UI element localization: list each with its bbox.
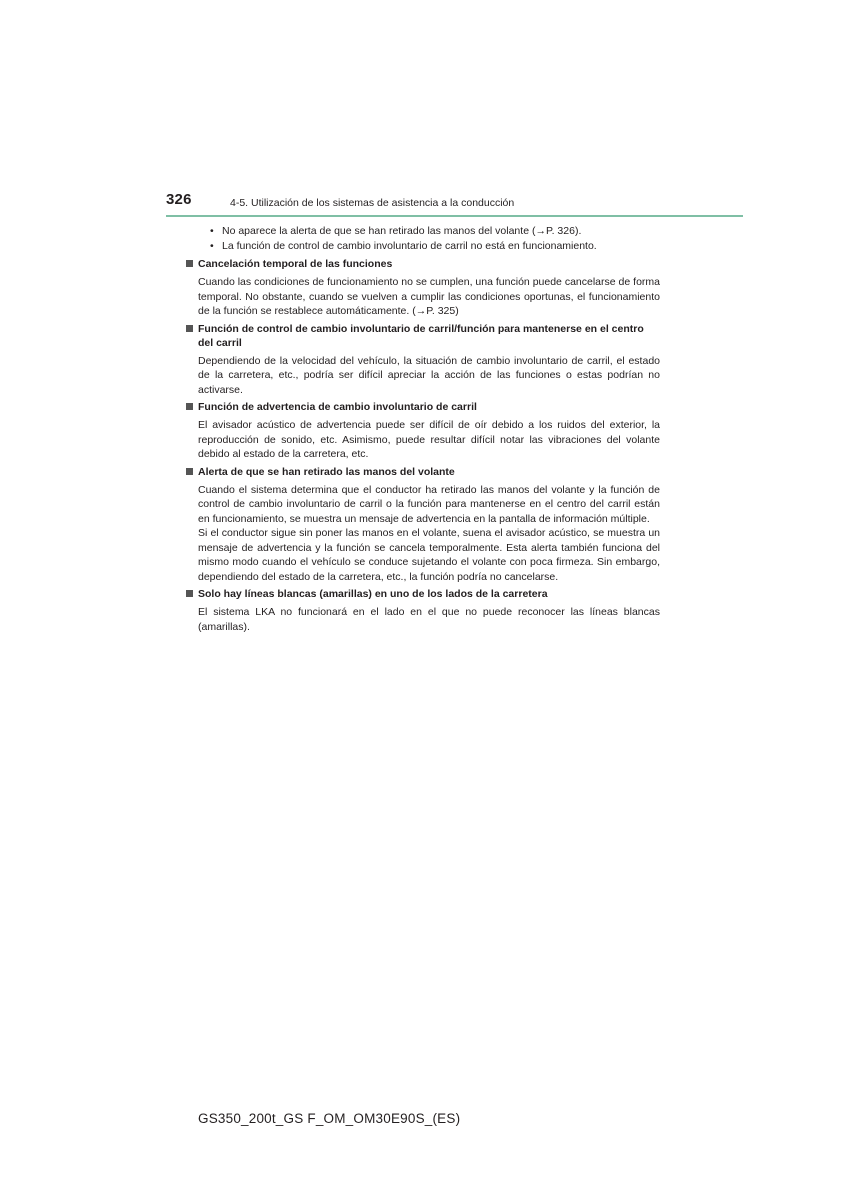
list-item xyxy=(186,239,660,254)
section-paragraph: El avisador acústico de advertencia puede ser difícil de oír debido a los ruidos del exterior, la reproducción de sonido, etc. Asimismo, puede resultar difícil notar las vibraciones del volante debido al estado de la carretera, etc. xyxy=(198,419,660,460)
section-heading xyxy=(186,257,660,271)
bullet-icon: • xyxy=(210,239,214,252)
section-paragraph: Si el conductor sigue sin poner las manos en el volante, suena el avisador acústico, se muestra un mensaje de advertencia y la función se cancela temporalmente. Esta alerta también funciona del mismo modo cuando el vehículo se conduce sujetando el volante con poca firmeza. Sin embargo, dependiendo del estado de la carretera, etc., la función podría no cancelarse. xyxy=(198,527,660,583)
section-paragraph: Cuando las condiciones de funcionamiento no se cumplen, una función puede cancelarse de forma temporal. No obstante, cuando se vuelven a cumplir las condiciones oportunas, el funcionamiento de la función se restablece automáticamente. (→P. 325) xyxy=(198,276,660,317)
list-item-text: No aparece la alerta de que se han retirado las manos del volante (→P. 326). xyxy=(222,225,582,237)
section-heading-text: Función de control de cambio involuntario de carril/función para mantenerse en el centro del carril xyxy=(198,322,644,349)
section-paragraph: Dependiendo de la velocidad del vehículo, la situación de cambio involuntario de carril, el estado de la carretera, etc., podría ser difícil apreciar la acción de las funciones o estas podrían no activarse. xyxy=(198,354,660,396)
section-heading-text: Cancelación temporal de las funciones xyxy=(198,258,393,270)
section-temporary-cancellation xyxy=(186,257,660,319)
square-bullet-icon xyxy=(186,260,193,267)
section-lane-departure-warning xyxy=(186,400,660,462)
section-heading-text: Alerta de que se han retirado las manos del volante xyxy=(198,465,455,478)
bullet-list xyxy=(186,224,660,253)
section-heading xyxy=(186,400,660,414)
list-item-text: La función de control de cambio involuntario de carril no está en funcionamiento. xyxy=(222,239,597,252)
section-title: 4-5. Utilización de los sistemas de asistencia a la conducción xyxy=(230,197,515,209)
square-bullet-icon xyxy=(186,468,193,475)
section-heading-text: Solo hay líneas blancas (amarillas) en uno de los lados de la carretera xyxy=(198,588,548,600)
section-heading-text: Función de advertencia de cambio involuntario de carril xyxy=(198,401,477,413)
square-bullet-icon xyxy=(186,403,193,410)
square-bullet-icon xyxy=(186,325,193,332)
main-content xyxy=(186,224,660,634)
bullet-icon: • xyxy=(210,225,214,237)
section-hands-off-alert xyxy=(186,465,660,585)
document-code-footer: GS350_200t_GS F_OM_OM30E90S_(ES) xyxy=(198,1111,461,1126)
section-single-side-lines xyxy=(186,587,660,634)
section-heading xyxy=(186,322,660,350)
section-paragraph: El sistema LKA no funcionará en el lado en el que no puede reconocer las líneas blancas (amarillas). xyxy=(198,606,660,633)
page-number: 326 xyxy=(166,191,192,208)
section-lane-keeping-function xyxy=(186,322,660,398)
section-paragraph: Cuando el sistema determina que el conductor ha retirado las manos del volante y la función de control de cambio involuntario de carril o la función para mantenerse en el centro del carril están en funcionamiento, se muestra un mensaje de advertencia en la pantalla de información múltiple. xyxy=(198,483,660,525)
section-heading xyxy=(186,587,660,601)
list-item xyxy=(186,224,660,239)
section-heading xyxy=(186,465,660,479)
square-bullet-icon xyxy=(186,590,193,597)
header-divider xyxy=(166,215,743,217)
